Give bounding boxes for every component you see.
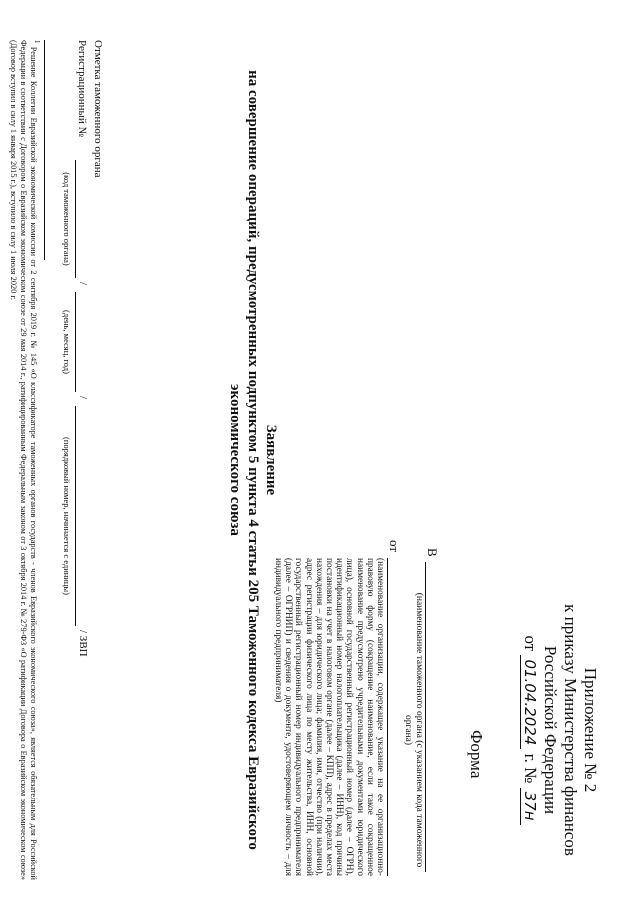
- order-number: 37н: [520, 788, 539, 825]
- sequence-caption: (порядковый номер, начинается с единицы): [62, 437, 72, 595]
- registration-date-line: [75, 292, 76, 392]
- order-date: 01.04.2024: [520, 655, 539, 749]
- footnote: [8, 40, 41, 880]
- order-issuer-line: к приказу Министерства финансов: [561, 604, 580, 856]
- footnote-divider: [44, 40, 45, 260]
- date-prefix: от: [521, 635, 540, 652]
- customs-code-caption: (код таможенного органа): [62, 172, 72, 266]
- registration-suffix: / ЗВП: [77, 630, 89, 657]
- title-subheading: на совершение операций, предусмотренных подпунктом 5 пункта 4 статьи 205 Таможенного кодекса Евразийского: [245, 70, 261, 850]
- appendix-header: [520, 600, 600, 860]
- registration-label: Регистрационный №: [76, 40, 88, 138]
- from-field-caption: (наименование организации, содержащее указание на ее организационно-правовую форму (сокращение наименование, если такое сокращенное наименование предусмотрено учредительными документами юридического лица), основной государственный регистрационный номер (далее – ОГРН), идентификационный номер налогоплательщика (далее – ИНН), код причины постановки на учет в налоговом органе (далее – КПП), адрес в пределах места нахождения – для юридического лица; фамилия, имя, отчество (при наличии), адрес регистрации физического лица по месту жительства, ИНН, основной государственный регистрационный номер индивидуального предпринимателя (далее – ОГРНИП) и сведения о документе, удостоверяющем личность – для индивидуального предпринимателя): [272, 558, 385, 876]
- footnote-marker: 1: [33, 40, 40, 44]
- date-caption: (день, месяц, год): [62, 310, 72, 374]
- appendix-number: Приложение № 2: [581, 667, 600, 793]
- registration-separator: /: [77, 396, 89, 400]
- from-field-line: [387, 558, 388, 876]
- to-letter: В: [425, 548, 440, 557]
- form-label: Форма: [467, 730, 486, 779]
- customs-mark-label: Отметка таможенного органа: [92, 40, 104, 178]
- to-field-caption: (наименование таможенного органа (с указанием кода таможенного органа): [403, 592, 424, 868]
- title-subheading-end: экономического союза: [227, 384, 243, 536]
- registration-separator: /: [77, 282, 89, 286]
- document-title: [226, 40, 280, 880]
- number-prefix: г. №: [521, 753, 540, 784]
- to-field-line: [425, 562, 426, 872]
- registration-sequence-line: [75, 406, 76, 626]
- from-letter: от: [387, 540, 402, 553]
- footnote-text: Решение Коллегии Евразийской экономической комиссии от 2 сентября 2019 г. № 145 «О классификаторе таможенных органов государств - членов Евразийского экономического союза», является обязательным для Российской Федерации в соответствии с Договором о Евразийском экономическом союзе от 29 мая 2014 г., ратифицированным Федеральным законом от 3 октября 2014 г. № 279-ФЗ «О ратификации Договора о Евразийском экономическом союзе» (Договор вступил в силу 1 января 2015 г.), вступило в силу 1 июля 2020 г.: [9, 40, 39, 880]
- order-date-line: [520, 600, 540, 860]
- registration-customs-code-line: [75, 160, 76, 278]
- title-heading: Заявление: [263, 424, 279, 496]
- order-issuer-country: Российской Федерации: [541, 645, 560, 815]
